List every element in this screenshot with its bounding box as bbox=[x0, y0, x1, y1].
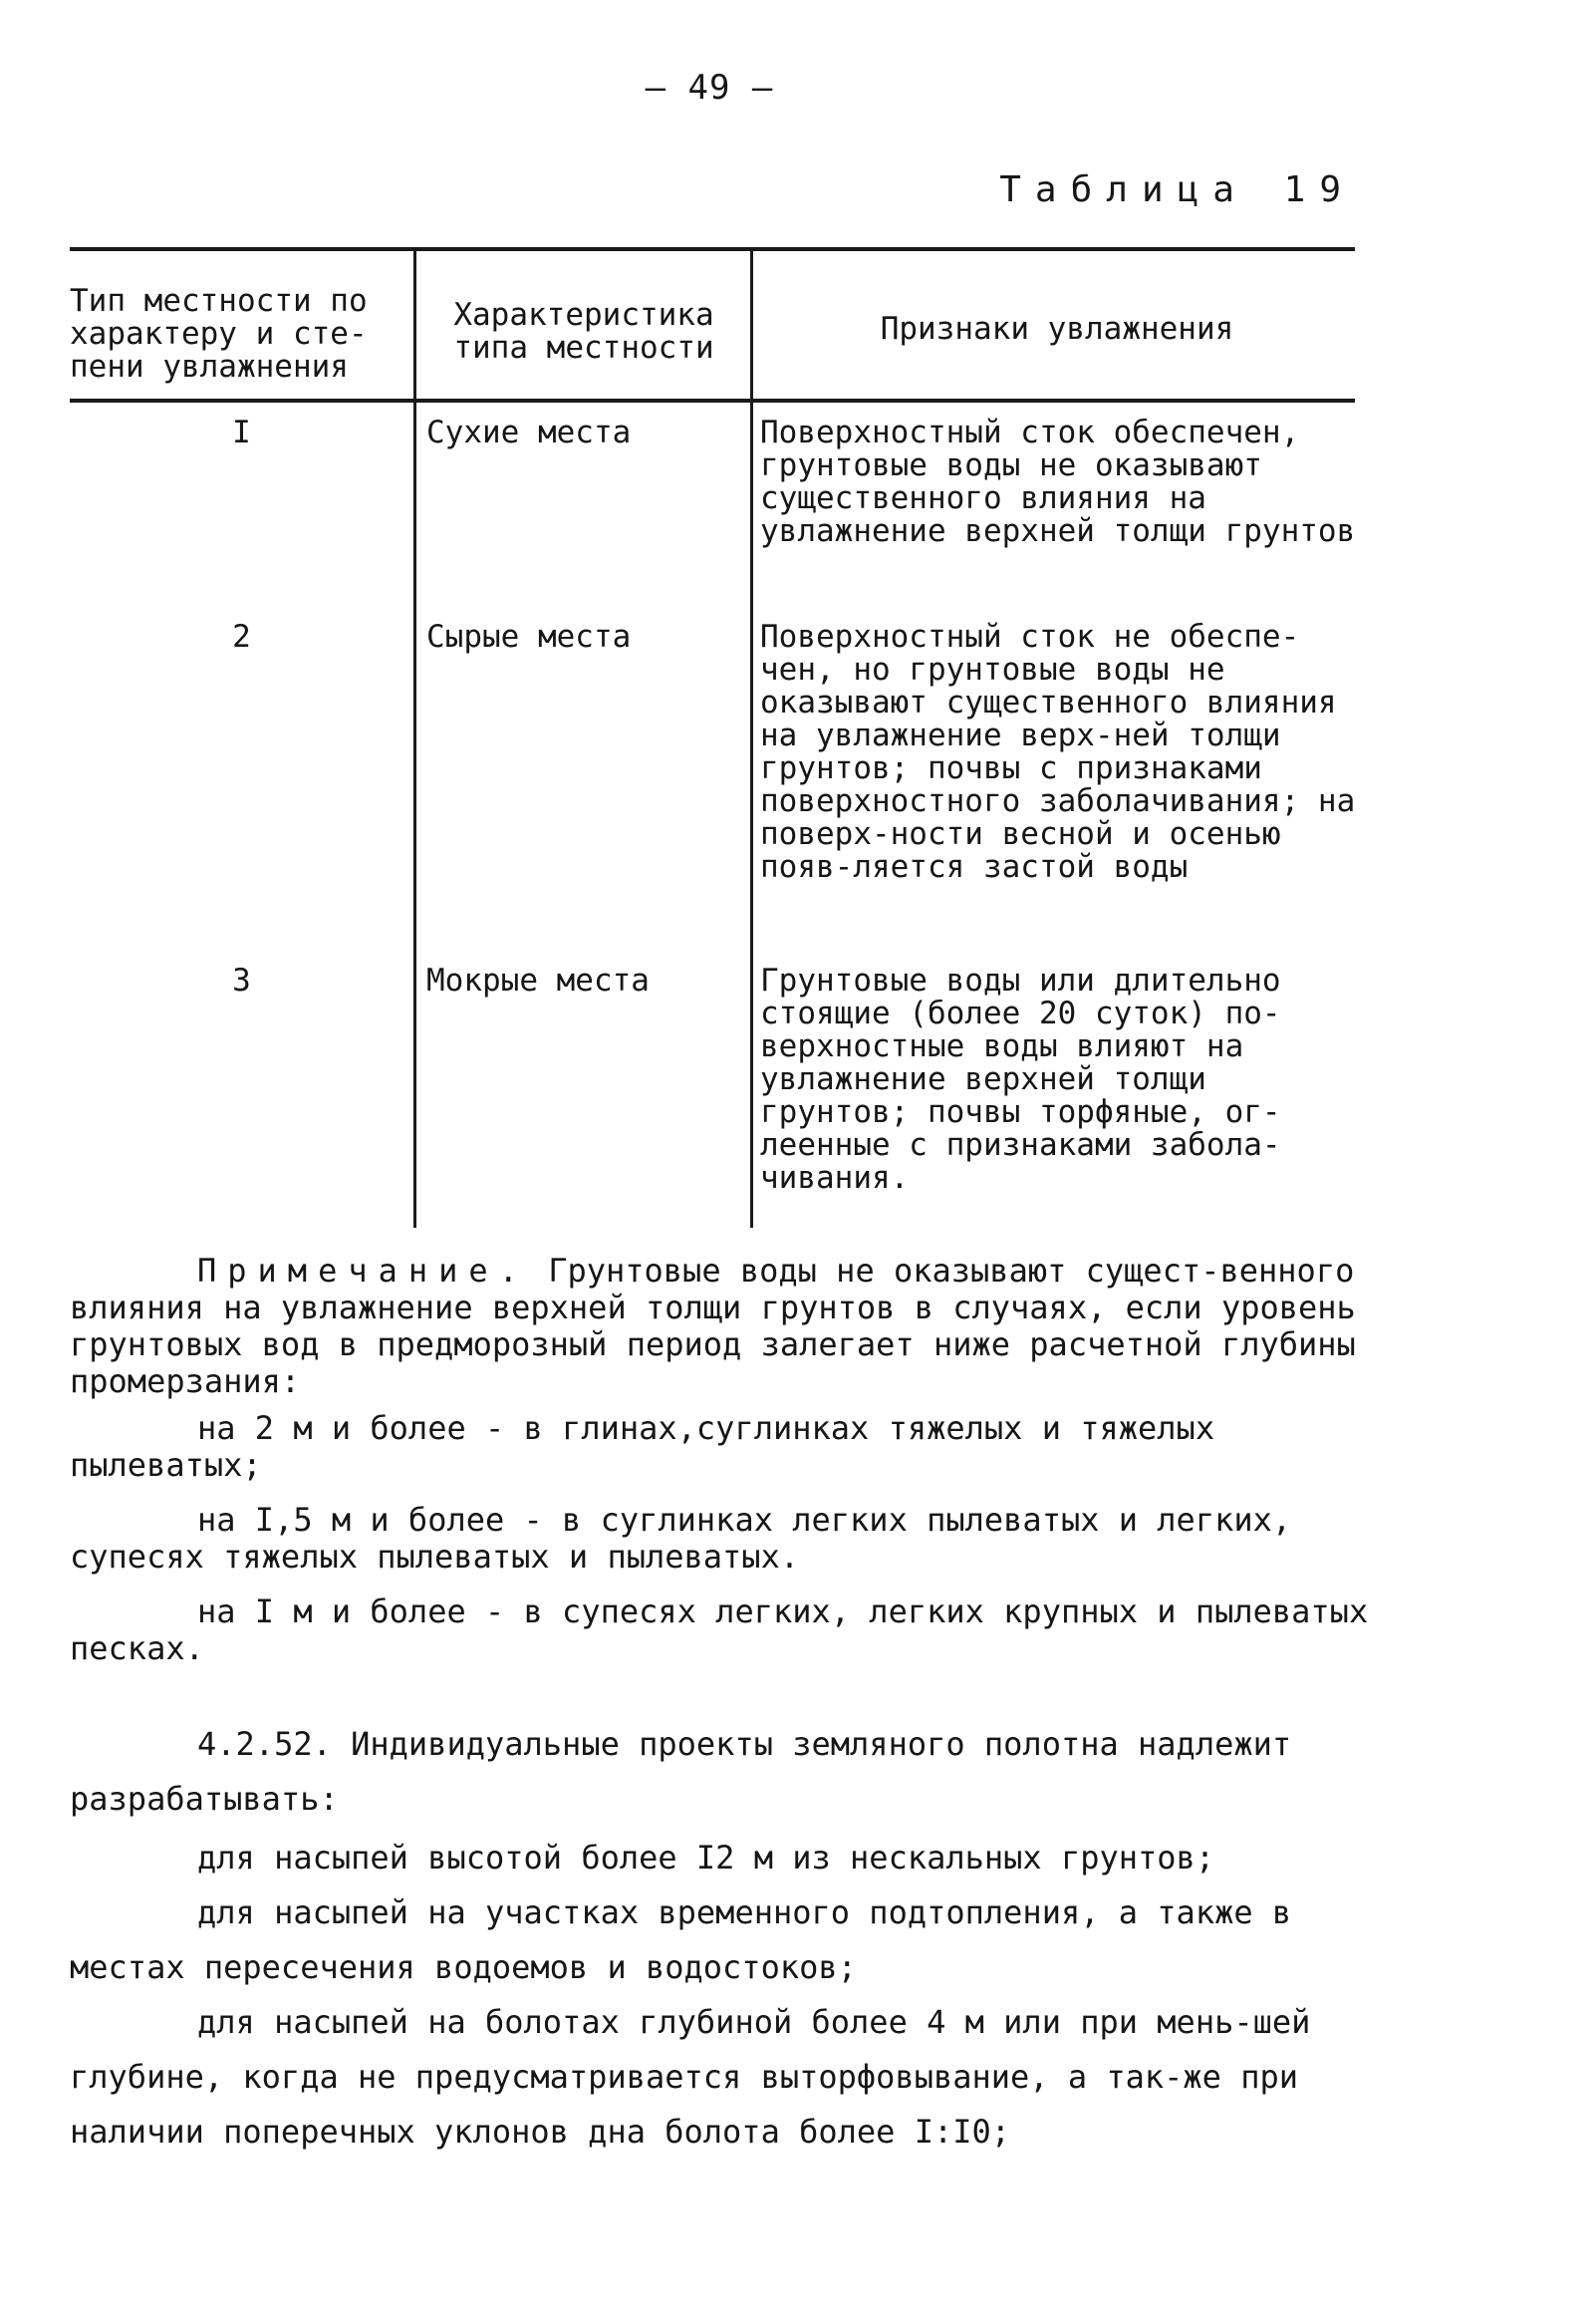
row-2-type: 2 bbox=[232, 619, 251, 655]
note-item: на I,5 м и более - в суглинках легких пылеватых и легких, супесях тяжелых пылеватых и пылеватых. bbox=[70, 1501, 1292, 1576]
column-divider bbox=[750, 249, 753, 1228]
note-block bbox=[70, 1253, 1395, 1667]
row-2-characteristic: Сырые места bbox=[426, 619, 632, 655]
row-1-characteristic: Сухие места bbox=[426, 415, 632, 450]
row-3-characteristic: Мокрые места bbox=[426, 963, 650, 999]
page-number: — 49 — bbox=[645, 68, 774, 108]
moisture-table bbox=[70, 247, 1355, 1232]
section-intro: 4.2.52. Индивидуальные проекты земляного полотна надлежит разрабатывать: bbox=[70, 1725, 1292, 1818]
note-item: на I м и более - в супесях легких, легких крупных и пылеватых песках. bbox=[70, 1592, 1369, 1667]
row-2-signs: Поверхностный сток не обеспе-чен, но грунтовые воды не оказывают существенного влияния на увлажнение верх-ней толщи грунтов; почвы с признаками поверхностного заболачивания; на поверх-ности весной и осенью появ-ляется застой воды bbox=[760, 619, 1356, 885]
row-1-type: I bbox=[232, 415, 251, 450]
table-caption: Таблица 19 bbox=[999, 169, 1355, 210]
header-characteristic: Характеристика типа местности bbox=[453, 297, 714, 366]
row-1-signs: Поверхностный сток обеспечен, грунтовые воды не оказывают существенного влияния на увлажнение верхней толщи грунтов bbox=[760, 415, 1356, 549]
section-4-2-52 bbox=[70, 1717, 1395, 2160]
table-top-rule bbox=[70, 247, 1355, 251]
note-text: Грунтовые воды не оказывают сущест-венного влияния на увлажнение верхней толщи грунтов в случаях, если уровень грунтовых вод в предморозный период залегает ниже расчетной глубины промерзания: bbox=[70, 1252, 1356, 1400]
note-item: на 2 м и более - в глинах,суглинках тяжелых и тяжелых пылеватых; bbox=[70, 1409, 1215, 1484]
section-item: для насыпей на участках временного подтопления, а также в местах пересечения водоемов и водостоков; bbox=[70, 1893, 1292, 1986]
note-label: Примечание. bbox=[197, 1252, 529, 1290]
header-moisture-signs: Признаки увлажнения bbox=[880, 311, 1234, 347]
section-item: для насыпей на болотах глубиной более 4 м или при мень-шей глубине, когда не предусматривается выторфовывание, а так-же при наличии поперечных уклонов дна болота более I:I0; bbox=[70, 2003, 1311, 2151]
row-3-signs: Грунтовые воды или длительно стоящие (более 20 суток) по-верхностные воды влияют на увлажнение верхней толщи грунтов; почвы торфяные, ог-леенные с признаками забола-чивания. bbox=[760, 963, 1281, 1196]
section-item: для насыпей высотой более I2 м из нескальных грунтов; bbox=[197, 1839, 1215, 1877]
row-3-type: 3 bbox=[232, 963, 251, 999]
column-divider bbox=[413, 249, 416, 1228]
header-terrain-type: Тип местности по характеру и сте-пени увлажнения bbox=[70, 283, 368, 385]
table-header-rule bbox=[70, 399, 1355, 403]
note-paragraph bbox=[70, 1253, 1395, 1400]
